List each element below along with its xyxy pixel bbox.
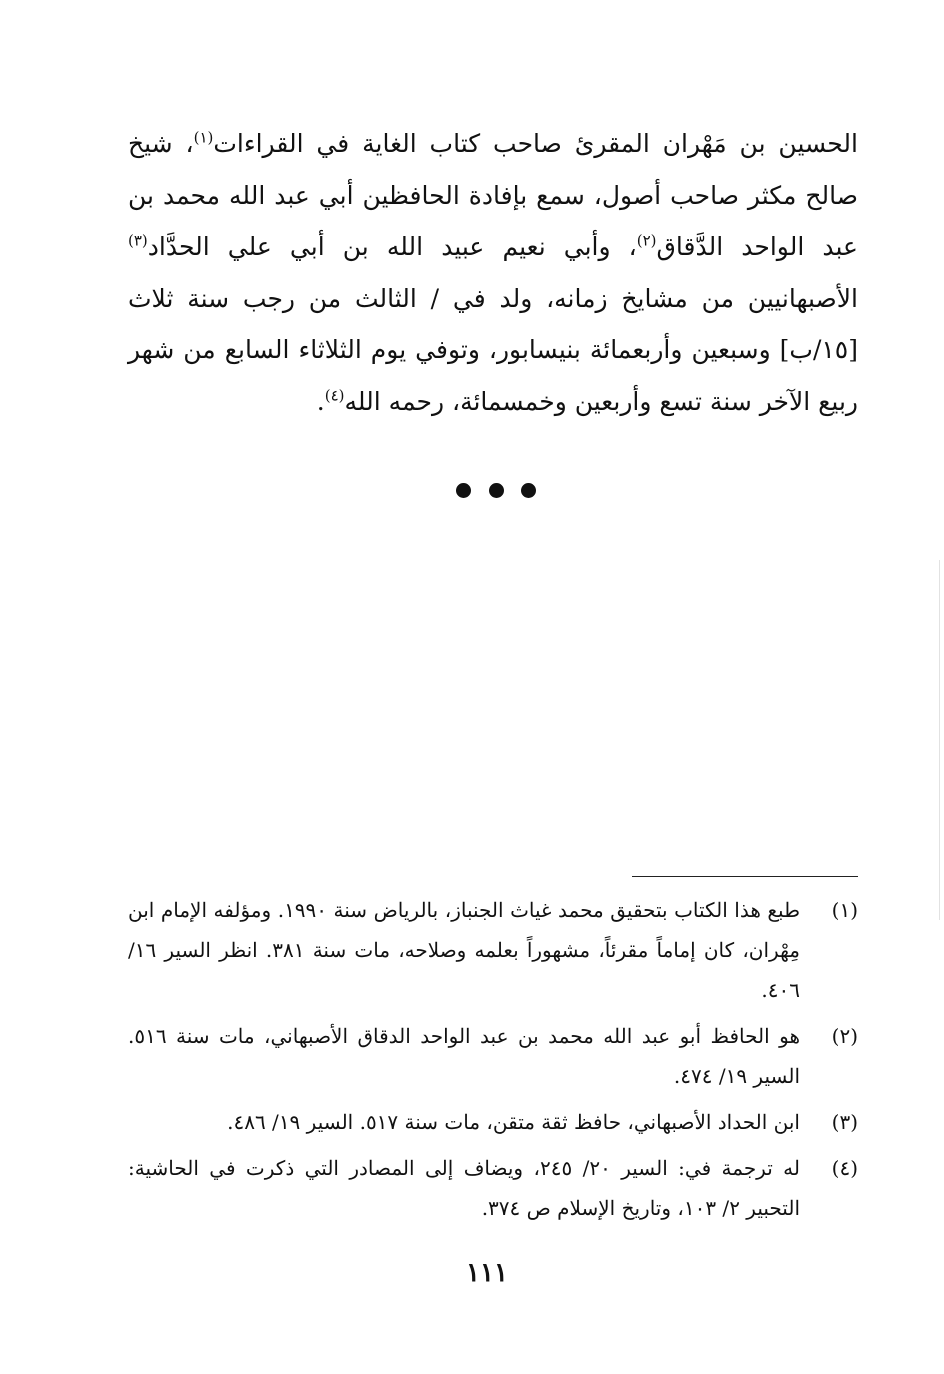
footnote-number: (٢) [831, 1024, 858, 1048]
main-text-block [128, 118, 858, 427]
separator-dot-icon [521, 483, 536, 498]
footnote-text: طبع هذا الكتاب بتحقيق محمد غياث الجنباز، بالرياض سنة ١٩٩٠. ومؤلفه الإمام ابن مِهْران، كان إماماً مقرئاً، مشهوراً بعلمه وصلاحه، مات سنة ٣٨١. انظر السير ١٦/ ٤٠٦. [128, 898, 800, 1002]
footnote-divider [632, 876, 858, 877]
footnote-number: (١) [831, 898, 858, 922]
footnote-ref-4[interactable]: (٤) [324, 386, 345, 405]
footnote-1 [128, 890, 858, 1010]
main-text-segment-2: ، شيخ صالح مكثر صاحب أصول، سمع بإفادة الحافظين أبي عبد الله محمد بن عبد الواحد الدَّقاق [128, 129, 858, 261]
main-paragraph [128, 118, 858, 427]
footnote-number: (٤) [831, 1156, 858, 1180]
main-text-segment-5: وسبعين وأربعمائة بنيسابور، وتوفي يوم الثلاثاء السابع من شهر ربيع الآخر سنة تسع وأربعين وخمسمائة، رحمه الله [128, 335, 858, 416]
main-text-segment-4: الأصبهانيين من مشايخ زمانه، ولد في / الثالث من رجب سنة ثلاث [128, 283, 858, 313]
main-text-segment-3: ، وأبي نعيم عبيد الله بن أبي علي الحدَّاد [147, 232, 637, 261]
footnote-3 [128, 1102, 858, 1142]
manuscript-folio-marker: [١٥/ب] [779, 335, 858, 364]
footnote-text: ابن الحداد الأصبهاني، حافظ ثقة متقن، مات سنة ٥١٧. السير ١٩/ ٤٨٦. [227, 1110, 800, 1134]
page-number: ١١١ [466, 1258, 508, 1288]
footnote-2 [128, 1016, 858, 1096]
separator-dot-icon [456, 483, 471, 498]
section-separator [456, 482, 536, 498]
separator-dot-icon [489, 483, 504, 498]
main-text-segment-1: الحسين بن مَهْران المقرئ صاحب كتاب الغاية في القراءات [213, 129, 858, 158]
main-text-segment-6: . [316, 386, 325, 416]
footnote-ref-2[interactable]: (٢) [636, 231, 657, 250]
footnote-4 [128, 1148, 858, 1228]
footnote-ref-1[interactable]: (١) [193, 128, 214, 147]
scan-edge-line [939, 560, 940, 920]
footnote-number: (٣) [831, 1110, 858, 1134]
footnote-text: له ترجمة في: السير ٢٠/ ٢٤٥، ويضاف إلى المصادر التي ذكرت في الحاشية: التحبير ٢/ ١٠٣، وتاريخ الإسلام ص ٣٧٤. [128, 1156, 800, 1220]
footnote-ref-3[interactable]: (٣) [128, 231, 148, 250]
footnote-text: هو الحافظ أبو عبد الله محمد بن عبد الواحد الدقاق الأصبهاني، مات سنة ٥١٦. السير ١٩/ ٤٧٤. [128, 1024, 801, 1088]
footnotes-section [128, 890, 858, 1234]
